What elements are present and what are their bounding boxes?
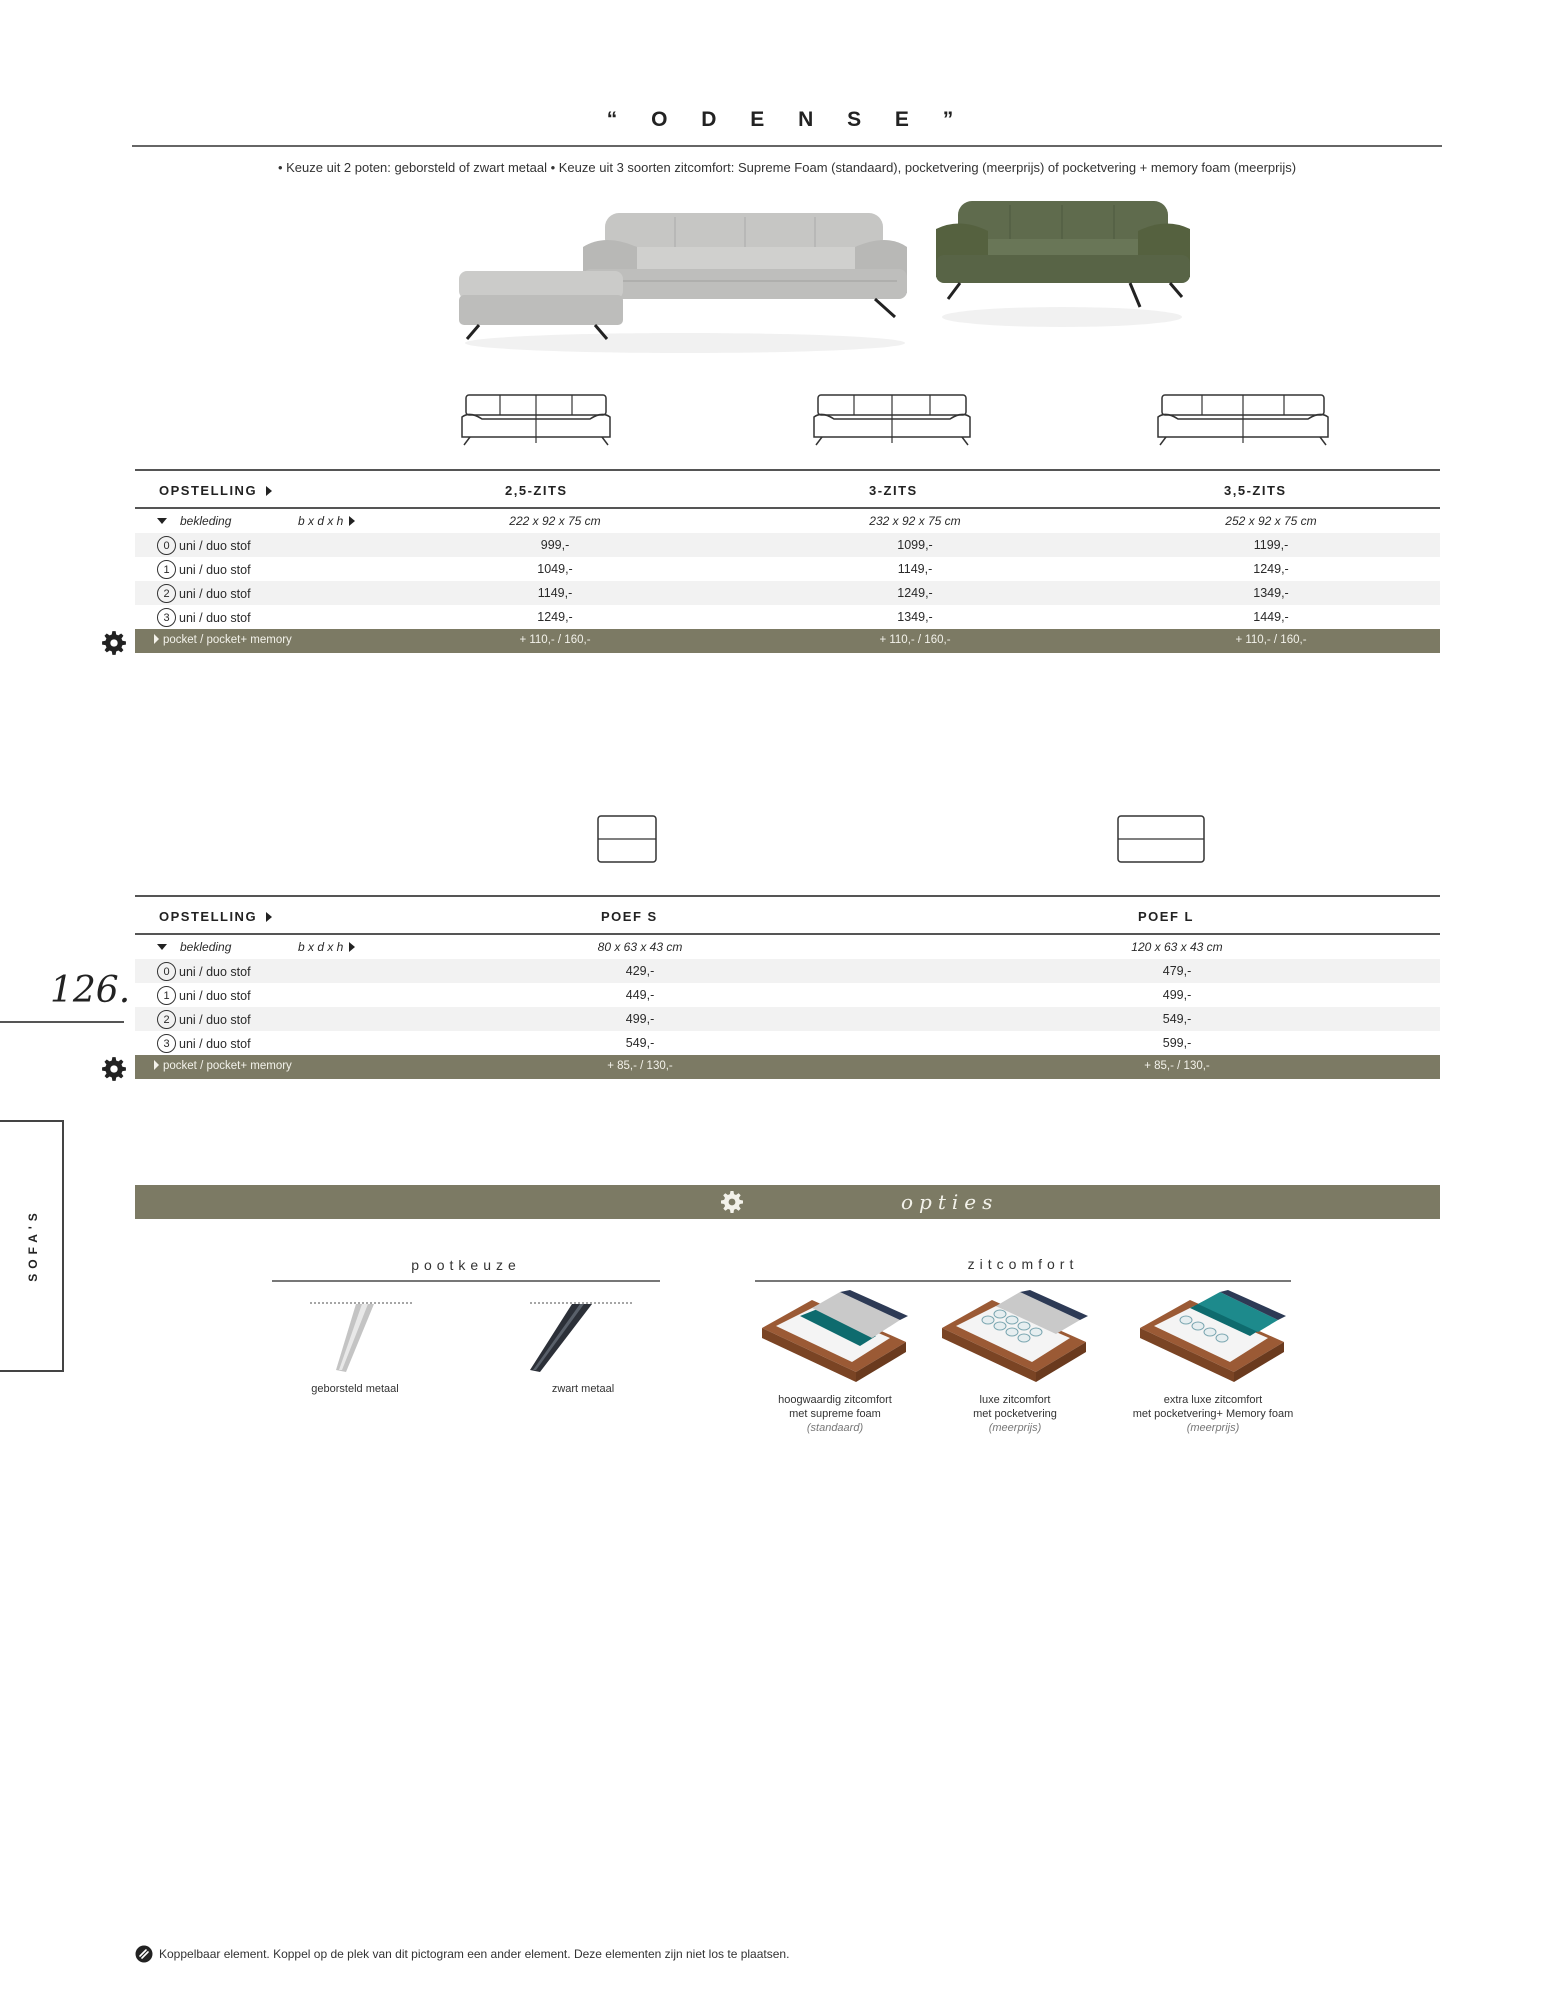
table-row	[135, 557, 1440, 581]
sofa-3-seat-outline-icon	[812, 393, 972, 449]
table-row	[135, 533, 1440, 557]
triangle-down-icon	[157, 944, 167, 950]
comfort-option-label: hoogwaardig zitcomfort met supreme foam (standaard)	[778, 1394, 892, 1434]
opstelling-header: OPSTELLING	[159, 909, 272, 924]
table-row	[135, 959, 1440, 983]
surcharge-cell: + 85,- / 130,-	[607, 1060, 673, 1072]
green-sofa-photo	[930, 195, 1192, 330]
pocket-label: pocket / pocket+ memory	[154, 634, 292, 646]
table-header	[135, 895, 1440, 935]
pocket-surcharge-row	[135, 1055, 1440, 1079]
column-header: POEF S	[601, 909, 658, 924]
fabric-group-badge: 3	[157, 608, 176, 627]
triangle-right-icon	[266, 912, 272, 922]
row-label: 3 uni / duo stof	[157, 608, 251, 627]
table-row	[135, 983, 1440, 1007]
triangle-right-icon	[266, 486, 272, 496]
fabric-group-badge: 3	[157, 1034, 176, 1053]
fabric-group-badge: 1	[157, 560, 176, 579]
column-header: 3,5-ZITS	[1224, 483, 1287, 498]
footnote	[135, 1945, 789, 1963]
gear-icon	[101, 1056, 127, 1082]
price-cell: 1249,-	[1253, 562, 1289, 576]
triangle-right-icon	[349, 942, 355, 952]
dimension-cell: 80 x 63 x 43 cm	[597, 940, 683, 954]
price-cell: 1249,-	[537, 610, 573, 624]
page-title: “ O D E N S E ”	[606, 108, 968, 131]
triangle-right-icon	[349, 516, 355, 526]
table-header	[135, 469, 1440, 509]
supreme-foam-cross-section-image	[760, 1290, 910, 1385]
fabric-group-badge: 1	[157, 986, 176, 1005]
price-cell: 1449,-	[1253, 610, 1289, 624]
triangle-right-icon	[154, 1060, 159, 1070]
dimension-cell: 222 x 92 x 75 cm	[509, 514, 601, 528]
fabric-group-badge: 0	[157, 962, 176, 981]
bekleding-label: bekleding	[157, 940, 231, 954]
pocket-spring-cross-section-image	[940, 1290, 1090, 1385]
table-row	[135, 605, 1440, 629]
section-tab-label: SOFA'S	[26, 1208, 40, 1282]
sofa-3-5-seat-outline-icon	[1156, 393, 1330, 449]
link-icon	[135, 1945, 153, 1963]
comfort-option-label: extra luxe zitcomfort met pocketvering+ Memory foam (meerprijs)	[1132, 1394, 1294, 1434]
dimension-cell: 252 x 92 x 75 cm	[1225, 514, 1317, 528]
page-number-rule	[0, 1021, 124, 1023]
opstelling-header: OPSTELLING	[159, 483, 272, 498]
column-header: 2,5-ZITS	[505, 483, 568, 498]
dimension-unit-label: b x d x h	[298, 514, 355, 528]
price-cell: 1249,-	[897, 586, 933, 600]
price-cell: 1149,-	[897, 562, 933, 576]
ottoman-small-outline-icon	[597, 815, 657, 863]
table-row	[135, 581, 1440, 605]
price-cell: 1199,-	[1253, 538, 1289, 552]
dimension-unit-label: b x d x h	[298, 940, 355, 954]
price-cell: 1349,-	[897, 610, 933, 624]
price-cell: 1149,-	[537, 586, 573, 600]
row-label: 1 uni / duo stof	[157, 986, 251, 1005]
gear-icon	[101, 630, 127, 656]
surcharge-cell: + 110,- / 160,-	[519, 634, 591, 646]
price-cell: 549,-	[625, 1036, 655, 1050]
fabric-group-badge: 0	[157, 536, 176, 555]
comfort-divider	[755, 1280, 1291, 1282]
pocket-label: pocket / pocket+ memory	[154, 1060, 292, 1072]
price-cell: 1099,-	[897, 538, 933, 552]
legs-divider	[272, 1280, 660, 1282]
options-banner	[135, 1185, 1440, 1219]
dimension-cell: 232 x 92 x 75 cm	[869, 514, 961, 528]
row-label: 2 uni / duo stof	[157, 584, 251, 603]
price-cell: 1349,-	[1253, 586, 1289, 600]
fabric-group-badge: 2	[157, 584, 176, 603]
column-header: POEF L	[1138, 909, 1194, 924]
row-label: 1 uni / duo stof	[157, 560, 251, 579]
surcharge-cell: + 110,- / 160,-	[1235, 634, 1307, 646]
footnote-text: Koppelbaar element. Koppel op de plek van dit pictogram een ander element. Deze elementen zijn niet los te plaatsen.	[159, 1947, 790, 1961]
row-label: 3 uni / duo stof	[157, 1034, 251, 1053]
fabric-group-badge: 2	[157, 1010, 176, 1029]
dimension-cell: 120 x 63 x 43 cm	[1131, 940, 1223, 954]
triangle-right-icon	[154, 634, 159, 644]
price-cell: 499,-	[1162, 988, 1192, 1002]
price-cell: 479,-	[1162, 964, 1192, 978]
comfort-option-label: luxe zitcomfort met pocketvering (meerprijs)	[973, 1394, 1057, 1434]
comfort-heading: zitcomfort	[967, 1256, 1079, 1272]
legs-heading: pootkeuze	[411, 1257, 521, 1273]
price-cell: 549,-	[1162, 1012, 1192, 1026]
dimensions-row	[135, 509, 1440, 533]
row-label: 0 uni / duo stof	[157, 962, 251, 981]
features-line: • Keuze uit 2 poten: geborsteld of zwart metaal • Keuze uit 3 soorten zitcomfort: Supreme Foam (standaard), pocketvering (meerprijs) of pocketvering + memory foam (meerprijs)	[277, 160, 1297, 175]
surcharge-cell: + 85,- / 130,-	[1144, 1060, 1210, 1072]
sofa-price-table	[135, 469, 1440, 653]
table-row	[135, 1007, 1440, 1031]
column-header: 3-ZITS	[869, 483, 918, 498]
price-cell: 1049,-	[537, 562, 573, 576]
gear-icon	[720, 1190, 744, 1214]
price-cell: 999,-	[540, 538, 570, 552]
bekleding-label: bekleding	[157, 514, 231, 528]
dimensions-row	[135, 935, 1440, 959]
ottoman-price-table	[135, 895, 1440, 1079]
row-label: 2 uni / duo stof	[157, 1010, 251, 1029]
price-cell: 499,-	[625, 1012, 655, 1026]
black-metal-leg-image	[528, 1300, 648, 1380]
brushed-metal-leg-image	[300, 1300, 420, 1380]
sofa-2-5-seat-outline-icon	[460, 393, 612, 449]
price-cell: 449,-	[625, 988, 655, 1002]
row-label: 0 uni / duo stof	[157, 536, 251, 555]
triangle-down-icon	[157, 518, 167, 524]
surcharge-cell: + 110,- / 160,-	[879, 634, 951, 646]
page-number: 126.	[50, 970, 131, 1011]
ottoman-large-outline-icon	[1117, 815, 1205, 863]
pocket-spring-memory-foam-cross-section-image	[1138, 1290, 1288, 1385]
leg-option-label: zwart metaal	[551, 1383, 615, 1395]
grey-sofa-with-ottoman-photo	[455, 205, 915, 355]
options-title: opties	[901, 1190, 999, 1214]
title-divider	[132, 145, 1442, 147]
pocket-surcharge-row	[135, 629, 1440, 653]
leg-option-label: geborsteld metaal	[311, 1383, 399, 1395]
price-cell: 429,-	[625, 964, 655, 978]
table-row	[135, 1031, 1440, 1055]
price-cell: 599,-	[1162, 1036, 1192, 1050]
